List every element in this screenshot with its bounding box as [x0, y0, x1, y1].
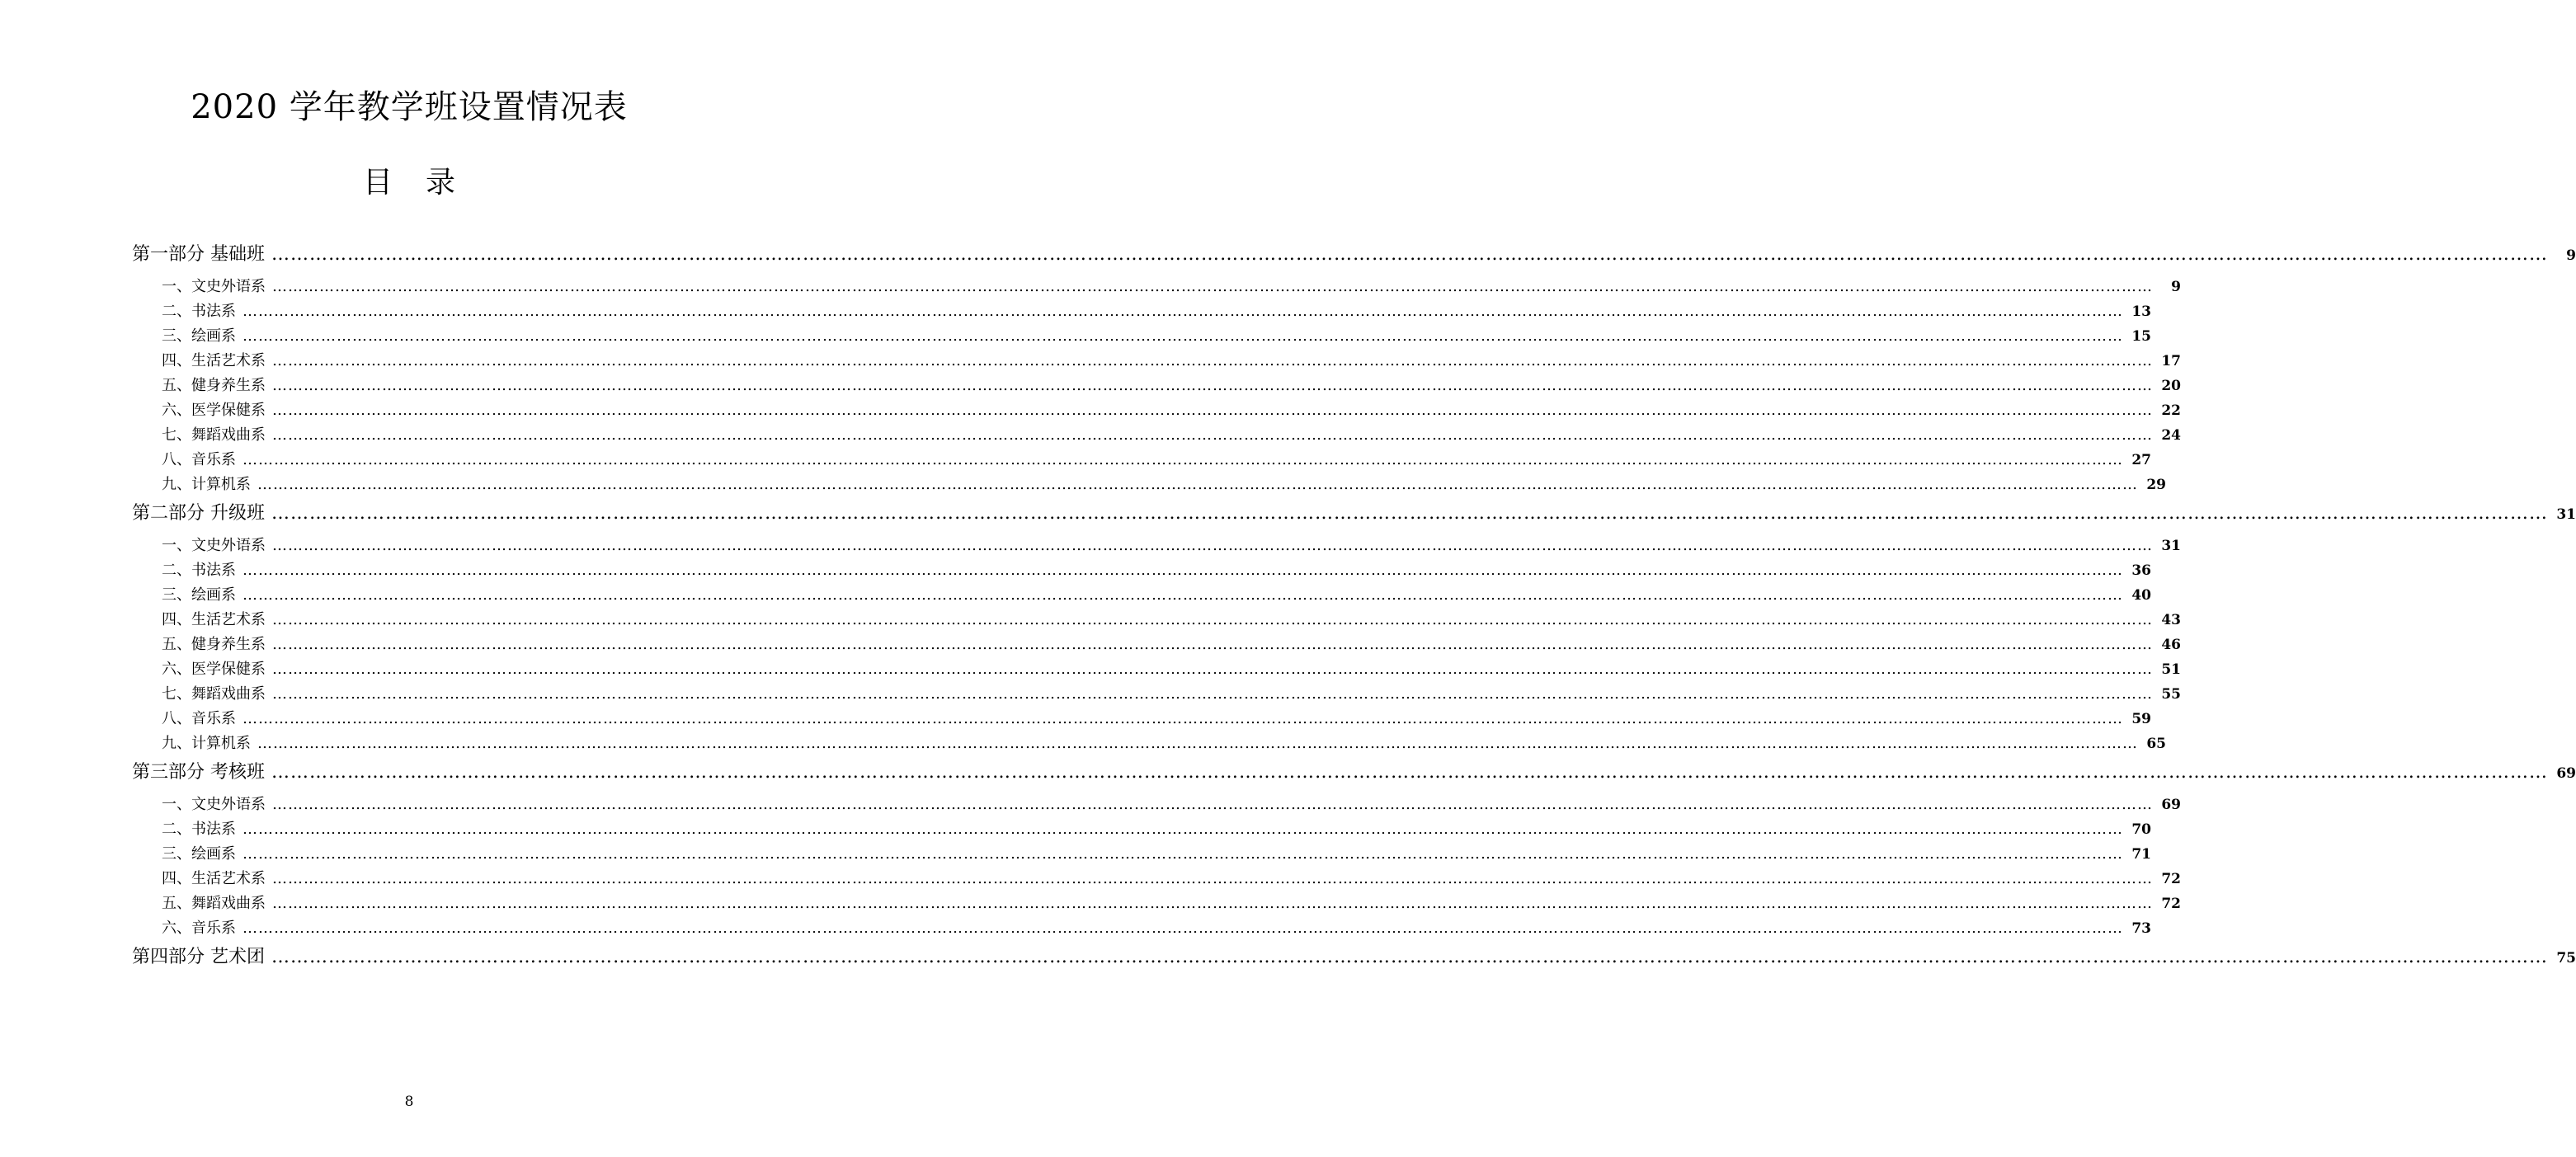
toc-page-number: 27: [2131, 452, 2151, 468]
toc-section-entry[interactable]: [162, 399, 2181, 422]
toc-page-number: 72: [2161, 896, 2181, 912]
dot-leader: ………………………………………………………………………………………………………………………………………………………………………………………………………………………………………………………………………………………………………………………………: [243, 821, 2123, 838]
toc-section-entry[interactable]: [162, 449, 2151, 472]
toc-section-entry[interactable]: [162, 300, 2151, 323]
toc-section-label: 七、舞蹈戏曲系: [162, 685, 266, 703]
dot-leader: ………………………………………………………………………………………………………………………………………………………………………………………………………………………………………………………………………………………………………………………………: [272, 352, 2153, 369]
toc-part-label: 第二部分 升级班: [132, 503, 265, 524]
dot-leader: ………………………………………………………………………………………………………………………………………………………………………………………………………………………………………………………………………………………………………………………………: [243, 562, 2123, 579]
toc-part-label: 第三部分 考核班: [132, 762, 265, 783]
toc-part-entry[interactable]: [132, 241, 2576, 269]
dot-leader: ………………………………………………………………………………………………………………………………………………………………………………………………………………………………………………………………………………………………………………………………: [272, 611, 2153, 628]
toc-page-number: 22: [2161, 402, 2181, 419]
toc-page-number: 9: [2566, 247, 2576, 264]
toc-section-label: 四、生活艺术系: [162, 870, 266, 887]
toc-page-number: 71: [2131, 846, 2151, 863]
toc-page-number: 9: [2171, 279, 2181, 295]
toc-page-number: 75: [2556, 950, 2576, 967]
toc-section-entry[interactable]: [162, 843, 2151, 866]
toc-section-entry[interactable]: [162, 275, 2181, 299]
dot-leader: ………………………………………………………………………………………………………………………………………………………………………………………………………………………………………………………………………………………………………………………………: [272, 278, 2153, 295]
dot-leader: ………………………………………………………………………………………………………………………………………………………………………………………………………………………………………………………………………………………………………………………………: [271, 244, 2548, 265]
toc-section-label: 一、文史外语系: [162, 796, 266, 813]
toc-section-label: 五、舞蹈戏曲系: [162, 895, 266, 912]
toc-page-number: 69: [2161, 797, 2181, 813]
toc-page-number: 72: [2161, 871, 2181, 887]
dot-leader: ………………………………………………………………………………………………………………………………………………………………………………………………………………………………………………………………………………………………………………………………: [272, 537, 2153, 554]
toc-page-number: 51: [2161, 661, 2181, 678]
toc-section-label: 五、健身养生系: [162, 636, 266, 653]
toc-section-label: 六、医学保健系: [162, 661, 266, 678]
dot-leader: ………………………………………………………………………………………………………………………………………………………………………………………………………………………………………………………………………………………………………………………………: [243, 586, 2123, 604]
toc-section-entry[interactable]: [162, 708, 2151, 731]
toc-section-label: 四、生活艺术系: [162, 611, 266, 628]
toc-page-number: 55: [2161, 686, 2181, 703]
toc-section-label: 二、书法系: [162, 303, 236, 320]
dot-leader: ………………………………………………………………………………………………………………………………………………………………………………………………………………………………………………………………………………………………………………………………: [243, 327, 2123, 345]
dot-leader: ………………………………………………………………………………………………………………………………………………………………………………………………………………………………………………………………………………………………………………………………: [271, 762, 2548, 783]
dot-leader: ………………………………………………………………………………………………………………………………………………………………………………………………………………………………………………………………………………………………………………………………: [243, 451, 2123, 468]
toc-section-label: 三、绘画系: [162, 327, 236, 345]
dot-leader: ………………………………………………………………………………………………………………………………………………………………………………………………………………………………………………………………………………………………………………………………: [243, 303, 2123, 320]
toc-page-number: 59: [2131, 711, 2151, 727]
toc-page-number: 36: [2131, 562, 2151, 579]
toc-heading: 目录: [362, 166, 488, 200]
dot-leader: ………………………………………………………………………………………………………………………………………………………………………………………………………………………………………………………………………………………………………………………………: [243, 710, 2123, 727]
toc-section-label: 二、书法系: [162, 821, 236, 838]
toc-section-entry[interactable]: [162, 793, 2181, 816]
toc-section-label: 五、健身养生系: [162, 377, 266, 394]
toc-page-number: 17: [2161, 353, 2181, 369]
dot-leader: ………………………………………………………………………………………………………………………………………………………………………………………………………………………………………………………………………………………………………………………………: [271, 503, 2548, 524]
toc-section-entry[interactable]: [162, 868, 2181, 891]
toc-section-entry[interactable]: [162, 559, 2151, 582]
toc-page-number: 13: [2131, 303, 2151, 320]
toc-section-label: 九、计算机系: [162, 476, 251, 493]
toc-section-entry[interactable]: [162, 892, 2181, 915]
dot-leader: ………………………………………………………………………………………………………………………………………………………………………………………………………………………………………………………………………………………………………………………………: [272, 636, 2153, 653]
toc-section-entry[interactable]: [162, 633, 2181, 656]
toc-section-entry[interactable]: [162, 683, 2181, 706]
toc-section-entry[interactable]: [162, 917, 2151, 940]
dot-leader: ………………………………………………………………………………………………………………………………………………………………………………………………………………………………………………………………………………………………………………………………: [272, 661, 2153, 678]
dot-leader: ………………………………………………………………………………………………………………………………………………………………………………………………………………………………………………………………………………………………………………………………: [272, 895, 2153, 912]
toc-section-entry[interactable]: [162, 584, 2151, 607]
toc-section-label: 二、书法系: [162, 562, 236, 579]
toc-section-label: 三、绘画系: [162, 586, 236, 604]
toc-part-entry[interactable]: [132, 500, 2576, 528]
toc-section-entry[interactable]: [162, 609, 2181, 632]
toc-page-number: 29: [2146, 477, 2166, 493]
toc-section-entry[interactable]: [162, 325, 2151, 348]
dot-leader: ………………………………………………………………………………………………………………………………………………………………………………………………………………………………………………………………………………………………………………………………: [272, 426, 2153, 444]
dot-leader: ………………………………………………………………………………………………………………………………………………………………………………………………………………………………………………………………………………………………………………………………: [257, 476, 2138, 493]
toc-section-entry[interactable]: [162, 658, 2181, 681]
page-number: 8: [404, 1094, 414, 1110]
toc-page-number: 40: [2131, 587, 2151, 604]
toc-section-entry[interactable]: [162, 534, 2181, 557]
toc-part-label: 第四部分 艺术团: [132, 947, 265, 967]
toc-section-label: 四、生活艺术系: [162, 352, 266, 369]
dot-leader: ………………………………………………………………………………………………………………………………………………………………………………………………………………………………………………………………………………………………………………………………: [272, 870, 2153, 887]
dot-leader: ………………………………………………………………………………………………………………………………………………………………………………………………………………………………………………………………………………………………………………………………: [272, 685, 2153, 703]
toc-section-entry[interactable]: [162, 350, 2181, 373]
toc-page-number: 65: [2146, 736, 2166, 752]
toc-section-entry[interactable]: [162, 818, 2151, 841]
dot-leader: ………………………………………………………………………………………………………………………………………………………………………………………………………………………………………………………………………………………………………………………………: [257, 735, 2138, 752]
toc-page-number: 69: [2556, 765, 2576, 782]
dot-leader: ………………………………………………………………………………………………………………………………………………………………………………………………………………………………………………………………………………………………………………………………: [271, 947, 2548, 967]
toc-section-label: 七、舞蹈戏曲系: [162, 426, 266, 444]
toc-page-number: 24: [2161, 427, 2181, 444]
dot-leader: ………………………………………………………………………………………………………………………………………………………………………………………………………………………………………………………………………………………………………………………………: [243, 845, 2123, 863]
toc-page-number: 31: [2161, 538, 2181, 554]
toc-page-number: 20: [2161, 378, 2181, 394]
dot-leader: ………………………………………………………………………………………………………………………………………………………………………………………………………………………………………………………………………………………………………………………………: [272, 377, 2153, 394]
toc-page-number: 46: [2161, 637, 2181, 653]
toc-section-label: 一、文史外语系: [162, 537, 266, 554]
toc-section-label: 六、音乐系: [162, 919, 236, 937]
document-title: 2020 学年教学班设置情况表: [191, 88, 628, 126]
toc-page-number: 70: [2131, 821, 2151, 838]
dot-leader: ………………………………………………………………………………………………………………………………………………………………………………………………………………………………………………………………………………………………………………………………: [272, 402, 2153, 419]
dot-leader: ………………………………………………………………………………………………………………………………………………………………………………………………………………………………………………………………………………………………………………………………: [243, 919, 2123, 937]
toc-section-label: 一、文史外语系: [162, 278, 266, 295]
toc-part-entry[interactable]: [132, 943, 2576, 971]
toc-part-entry[interactable]: [132, 759, 2576, 787]
toc-part-label: 第一部分 基础班: [132, 244, 265, 265]
toc-section-entry[interactable]: [162, 424, 2181, 447]
toc-page-number: 31: [2556, 506, 2576, 523]
toc-section-label: 六、医学保健系: [162, 402, 266, 419]
toc-section-label: 三、绘画系: [162, 845, 236, 863]
toc-section-entry[interactable]: [162, 732, 2166, 755]
dot-leader: ………………………………………………………………………………………………………………………………………………………………………………………………………………………………………………………………………………………………………………………………: [272, 796, 2153, 813]
toc-section-entry[interactable]: [162, 374, 2181, 397]
toc-section-label: 八、音乐系: [162, 710, 236, 727]
toc-section-label: 九、计算机系: [162, 735, 251, 752]
toc-page-number: 73: [2131, 920, 2151, 937]
toc-page-number: 15: [2131, 328, 2151, 345]
toc-section-entry[interactable]: [162, 473, 2166, 496]
toc-section-label: 八、音乐系: [162, 451, 236, 468]
toc-page-number: 43: [2161, 612, 2181, 628]
